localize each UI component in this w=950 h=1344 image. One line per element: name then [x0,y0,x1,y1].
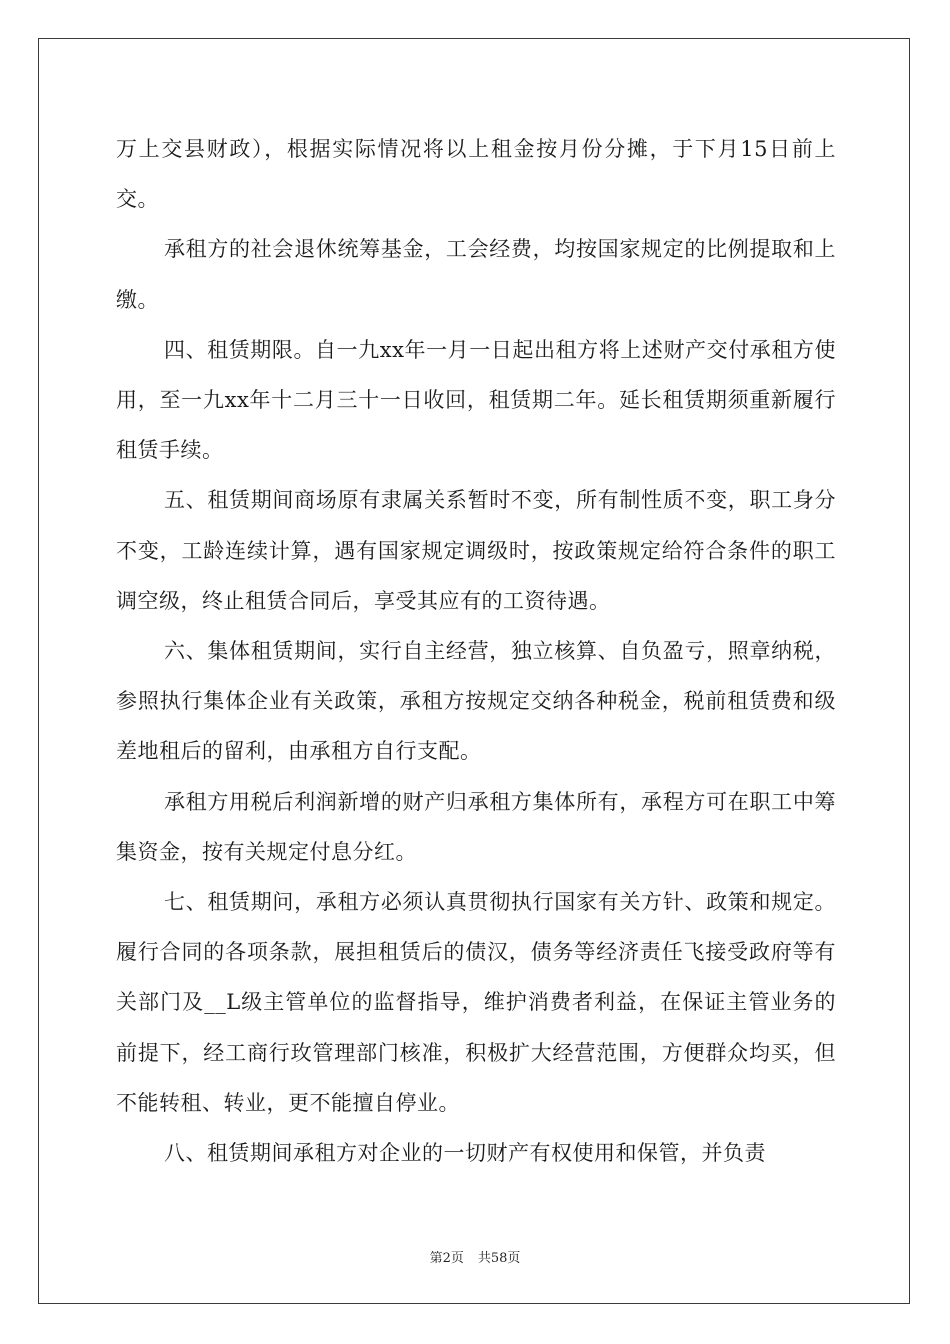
paragraph-8: 八、租赁期间承租方对企业的一切财产有权使用和保管，并负责 [164,1141,766,1166]
page-footer [0,1247,950,1266]
paragraph-2: 承租方的社会退休统筹基金，工会经费，均按国家规定的比例提取和上缴。 [116,237,836,312]
page-number: 第2页 [429,1251,464,1266]
paragraph-1: 万上交县财政），根据实际情况将以上租金按月份分摊，于下月15日前上交。 [116,137,836,212]
paragraph-3: 四、租赁期限。自一九xx年一月一日起出租方将上述财产交付承租方使用，至一九xx年十二月三十一日收回，租赁期二年。延长租赁期须重新履行租赁手续。 [116,337,836,463]
document-body [116,124,836,1178]
paragraph-7: 七、租赁期问，承租方必须认真贯彻执行国家有关方针、政策和规定。履行合同的各项条款，展担租赁后的债汉，债务等经济责任飞接受政府等有关部门及__L级主管单位的监督指导，维护消费者利益，在保证主管业务的前提下，经工商行玫管理部门核准，积极扩大经营范围，方便群众均买，但不能转租、转业，更不能擅自停业。 [116,890,836,1115]
paragraph-4: 五、租赁期间商场原有隶属关系暂时不变，所有制性质不变，职工身分不变，工龄连续计算，遇有国家规定调级时，按政策规定给符合条件的职工调空级，终止租赁合同后，享受其应有的工资待遇。 [116,488,836,613]
paragraph-5: 六、集体租赁期间，实行自主经营，独立核算、自负盈亏，照章纳税，参照执行集体企业有关政策，承租方按规定交纳各种税金，税前租赁费和级差地租后的留利，由承租方自行支配。 [116,639,836,764]
page-total: 共58页 [477,1251,521,1266]
paragraph-6: 承租方用税后利润新增的财产归承租方集体所有，承程方可在职工中筹集资金，按有关规定付息分红。 [116,789,836,864]
